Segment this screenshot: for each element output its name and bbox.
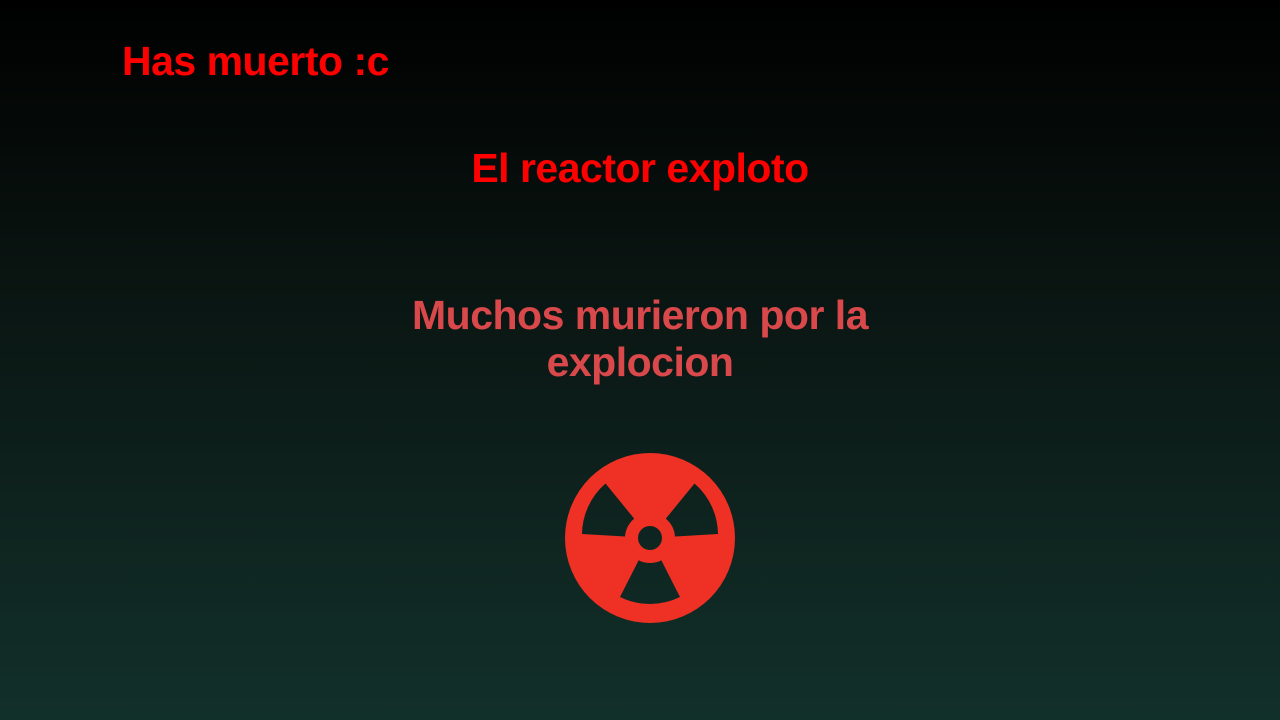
death-title: Has muerto :c bbox=[122, 38, 389, 84]
death-detail: Muchos murieron por la explocion bbox=[412, 292, 868, 385]
death-reason: El reactor exploto bbox=[471, 145, 809, 191]
radiation-icon bbox=[564, 452, 736, 624]
